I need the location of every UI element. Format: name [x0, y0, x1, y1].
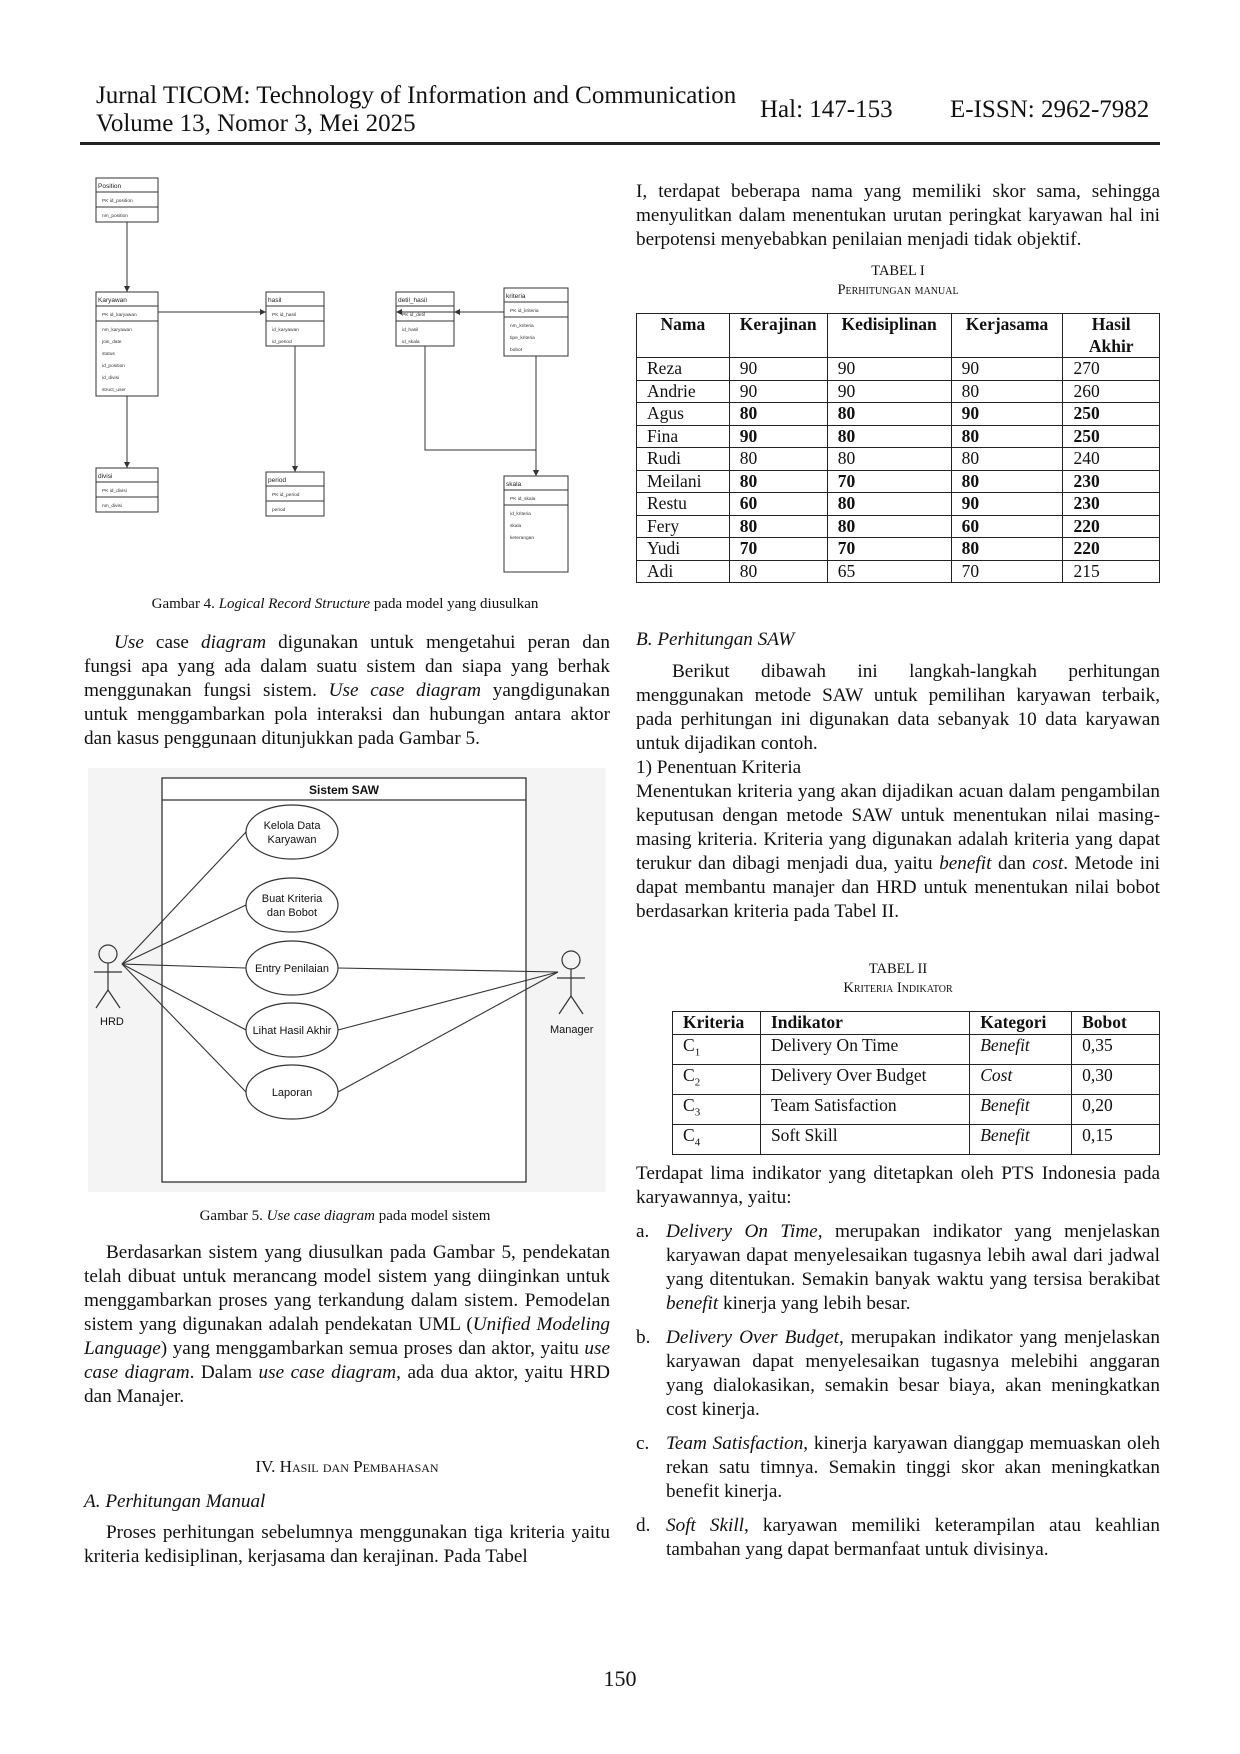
entity-field: skala [510, 524, 522, 529]
left-paragraph-manual [84, 1521, 610, 1569]
text: Terdapat lima indikator yang ditetapkan oleh PTS Indonesia pada karyawannya, yaitu: [636, 1163, 1160, 1208]
table2-row [673, 1124, 1160, 1154]
table1-cell: Rudi [637, 448, 730, 471]
table1-cell: 90 [951, 403, 1063, 426]
text-em: cost [1032, 853, 1064, 874]
entity-karyawan [96, 292, 158, 396]
table2-cell-bobot: 0,20 [1072, 1094, 1160, 1124]
list-item [636, 1514, 1160, 1562]
entity-name: kriteria [506, 293, 526, 300]
text: . Dalam [189, 1362, 259, 1383]
entity-field: nm_karyawan [102, 328, 132, 333]
kriteria-code: C [683, 1094, 695, 1115]
table1-cell: 215 [1063, 560, 1160, 583]
entity-field: PK id_kriteria [510, 309, 539, 314]
table1-cell: 70 [827, 470, 951, 493]
usecase-label: Entry Penilaian [255, 963, 329, 975]
table1-cell: 240 [1063, 448, 1160, 471]
usecase-label: dan Bobot [266, 907, 318, 919]
list-item [636, 1432, 1160, 1504]
kriteria-code: C [683, 1064, 695, 1085]
entity-kriteria [504, 288, 568, 356]
table1-row [637, 380, 1160, 403]
table2-header-cell: Kriteria [673, 1012, 761, 1035]
journal-title [96, 82, 736, 138]
table2-row [673, 1064, 1160, 1094]
table1-cell: 70 [827, 538, 951, 561]
usecase-label: Lihat Hasil Akhir [252, 1025, 332, 1037]
table1-cell: 80 [729, 448, 827, 471]
table2-header-cell: Bobot [1072, 1012, 1160, 1035]
table2-cell-kat: Benefit [970, 1034, 1072, 1064]
usecase-label: Kelola Data [263, 820, 321, 832]
entity-field: period [272, 508, 286, 513]
table1-caption [636, 262, 1160, 300]
entity-name: skala [506, 481, 522, 488]
table1-cell: 70 [729, 538, 827, 561]
list-text: kinerja yang lebih besar. [718, 1293, 911, 1314]
table1-cell: 60 [951, 515, 1063, 538]
journal-volume: Volume 13, Nomor 3, Mei 2025 [96, 110, 416, 137]
entity-field: bobot [510, 348, 523, 353]
table1-cell: 250 [1063, 425, 1160, 448]
table1-header-cell: Hasil Akhir [1063, 314, 1160, 358]
usecase-label: Buat Kriteria [261, 893, 323, 905]
table1-row [637, 358, 1160, 381]
text-em: use case diagram [84, 1338, 610, 1383]
figure-4-caption [80, 596, 610, 613]
figure-5-caption-prefix: Gambar 5. [199, 1208, 267, 1224]
table1-cell: 80 [827, 425, 951, 448]
table1-cell: 90 [951, 493, 1063, 516]
table1-cell: Yudi [637, 538, 730, 561]
table2-row [673, 1034, 1160, 1064]
entity-field: PK id_skala [510, 497, 536, 502]
subsection-b-heading: B. Perhitungan SAW [636, 629, 795, 650]
text-em: Use [114, 632, 144, 653]
actor-hrd-label: HRD [100, 1016, 124, 1028]
table2-cell-bobot: 0,15 [1072, 1124, 1160, 1154]
table1-cell: 260 [1063, 380, 1160, 403]
table2-header-cell: Kategori [970, 1012, 1072, 1035]
usecase-ellipse [246, 941, 338, 995]
figure-5-caption-suffix: pada model sistem [374, 1208, 491, 1224]
text: I, terdapat beberapa nama yang memiliki skor sama, sehingga menyulitkan dalam menentukan urutan peringkat karyawan hal ini berpotensi menyebabkan penilaian menjadi tidak objektif. [636, 181, 1160, 250]
list-item [636, 1326, 1160, 1422]
table1-cell: Meilani [637, 470, 730, 493]
table1-cell: 80 [729, 470, 827, 493]
page-number: 150 [603, 1666, 637, 1691]
table2-row [673, 1094, 1160, 1124]
list-item [636, 1220, 1160, 1316]
table2-cell-bobot: 0,35 [1072, 1034, 1160, 1064]
actor-manager-label: Manager [550, 1024, 594, 1036]
table1-cell: 90 [729, 358, 827, 381]
left-paragraph-uml [84, 1241, 610, 1409]
table1-cell: 80 [827, 515, 951, 538]
text: dan [991, 853, 1033, 874]
right-paragraph-continuation [636, 180, 1160, 252]
table1-label: TABEL I [871, 263, 925, 279]
table1-row [637, 538, 1160, 561]
entity-period [266, 472, 324, 516]
arrow-head [124, 462, 130, 468]
kriteria-index: 1 [694, 1046, 701, 1058]
table2-cell-ind: Delivery On Time [760, 1034, 969, 1064]
table2-cell-ind: Delivery Over Budget [760, 1064, 969, 1094]
entity-divisi [96, 468, 158, 512]
step-heading: 1) Penentuan Kriteria [636, 757, 802, 778]
table1-row [637, 470, 1160, 493]
entity-field: PK id_hasil [272, 313, 296, 318]
entity-field: id_kriteria [510, 512, 531, 517]
table1-title: Perhitungan manual [837, 282, 959, 298]
table2-criteria-indicator [672, 1011, 1160, 1155]
eissn: E-ISSN: 2962-7982 [950, 96, 1150, 123]
entity-field: id_hasil [402, 328, 419, 333]
table2-caption [636, 960, 1160, 998]
table1-header-row [637, 314, 1160, 358]
entity-name: Position [98, 183, 122, 190]
usecase-ellipse [246, 805, 338, 859]
figure-4-logical-record-structure [90, 172, 610, 580]
table1-row [637, 515, 1160, 538]
text: Berikut dibawah ini langkah-langkah perhitungan menggunakan metode SAW untuk pemilihan karyawan terbaik, pada perhitungan ini digunakan data sebanyak 10 data karyawan untuk dijadikan contoh. [636, 661, 1160, 754]
list-term: Team Satisfaction [666, 1433, 804, 1454]
list-label: c. [636, 1433, 650, 1454]
arrow-head [124, 286, 130, 292]
list-label: d. [636, 1515, 651, 1536]
text: digunakan untuk mengetahui peran dan fungsi apa yang ada dalam suatu sistem dan siapa yang berhak menggunakan fungsi sistem. [84, 632, 610, 701]
left-paragraph-usecase [84, 631, 610, 751]
entity-field: id_karyawan [272, 328, 299, 333]
table1-cell: 80 [827, 448, 951, 471]
table1-cell: 60 [729, 493, 827, 516]
table2-cell-kriteria [673, 1124, 761, 1154]
arrow-head [260, 309, 266, 315]
text-em: diagram [201, 632, 267, 653]
table1-cell: Fery [637, 515, 730, 538]
table1-cell: Agus [637, 403, 730, 426]
entity-field: PK id_detil [402, 313, 425, 318]
table2-cell-kat: Cost [970, 1064, 1072, 1094]
text: , ada dua aktor, yaitu HRD dan Manajer. [84, 1362, 611, 1407]
table1-cell: Reza [637, 358, 730, 381]
table1-cell: 80 [951, 380, 1063, 403]
table1-cell: 220 [1063, 515, 1160, 538]
table1-cell: 80 [729, 560, 827, 583]
table1-header-cell: Kerjasama [951, 314, 1063, 358]
text: yangdigunakan untuk menggambarkan pola interaksi dan hubungan antara aktor dan kasus penggunaan ditunjukkan pada Gambar 5. [84, 680, 610, 749]
table1-header-cell: Kerajinan [729, 314, 827, 358]
table2-cell-kat: Benefit [970, 1124, 1072, 1154]
table1-cell: 70 [951, 560, 1063, 583]
table1-cell: Restu [637, 493, 730, 516]
table1-manual-calculation [636, 313, 1160, 583]
entity-field: id_period [272, 340, 292, 345]
list-text: , merupakan indikator yang menjelaskan karyawan dapat menyelesaikan tugasnya melebihi anggaran yang dialokasikan, semakin besar biaya, akan meningkatkan cost kinerja. [666, 1327, 1160, 1420]
entity-name: divisi [98, 473, 113, 480]
text-em: benefit [939, 853, 992, 874]
text-em: use case diagram [258, 1362, 397, 1383]
entity-field: PK id_divisi [102, 489, 127, 494]
usecase-ellipse [246, 878, 338, 932]
table1-cell: 230 [1063, 470, 1160, 493]
figure-5-use-case-diagram [88, 768, 606, 1192]
list-term: Soft Skill [666, 1515, 744, 1536]
figure-4-caption-prefix: Gambar 4. [151, 596, 219, 612]
entity-field: tipe_kriteria [510, 336, 535, 341]
entity-field: id_skala [402, 340, 420, 345]
table1-row [637, 403, 1160, 426]
table1-cell: Fina [637, 425, 730, 448]
kriteria-index: 4 [694, 1136, 701, 1148]
table2-label: TABEL II [868, 961, 928, 977]
kriteria-code: C [683, 1034, 695, 1055]
table2-title: Kriteria Indikator [843, 980, 953, 996]
figure-5-caption-em: Use case diagram [266, 1208, 375, 1224]
table1-cell: 90 [729, 425, 827, 448]
page-range: Hal: 147-153 [760, 96, 893, 123]
arrow-head [292, 466, 298, 472]
kriteria-code: C [683, 1124, 695, 1145]
entity-field: status [102, 352, 115, 357]
table1-cell: 90 [827, 380, 951, 403]
figure-4-caption-suffix: pada model yang diusulkan [370, 596, 539, 612]
table1-row [637, 448, 1160, 471]
list-text: , karyawan memiliki keterampilan atau keahlian tambahan yang dapat bermanfaat untuk divisinya. [666, 1515, 1160, 1560]
kriteria-index: 2 [694, 1076, 701, 1088]
list-text: , kinerja karyawan dianggap memuaskan oleh rekan satu timnya. Semakin tinggi skor akan meningkatkan benefit kinerja. [666, 1433, 1160, 1502]
right-paragraph-saw [636, 660, 1160, 924]
header-rule [80, 142, 1160, 145]
list-term: Delivery On Time [666, 1221, 818, 1242]
table2-cell-kriteria [673, 1064, 761, 1094]
figure-4-caption-em: Logical Record Structure [218, 596, 371, 612]
list-term: benefit [666, 1293, 719, 1314]
table2-header-cell: Indikator [760, 1012, 969, 1035]
table1-cell: 80 [951, 538, 1063, 561]
system-title: Sistem SAW [308, 783, 380, 797]
table1-row [637, 560, 1160, 583]
entity-field: nm_kriteria [510, 324, 534, 329]
usecase-label: Laporan [271, 1087, 313, 1099]
list-text: , merupakan indikator yang menjelaskan karyawan dapat menyelesaikan tugasnya lebih awal dari jadwal yang ditentukan. Semakin banyak waktu yang tersisa berakibat [666, 1221, 1160, 1290]
relation-line [425, 346, 536, 476]
table1-cell: 90 [951, 358, 1063, 381]
table1-cell: 90 [729, 380, 827, 403]
table1-cell: 80 [729, 515, 827, 538]
journal-name: Jurnal TICOM: Technology of Information and Communication [96, 82, 737, 109]
list-label: b. [636, 1327, 651, 1348]
text: Proses perhitungan sebelumnya menggunakan tiga kriteria yaitu kriteria kedisiplinan, kerjasama dan kerajinan. Pada Tabel [84, 1522, 610, 1567]
table1-row [637, 425, 1160, 448]
text-em: Use case diagram [328, 680, 482, 701]
entity-skala [504, 476, 568, 572]
entity-field: id_position [102, 364, 125, 369]
table1-cell: 80 [951, 448, 1063, 471]
entity-field: nm_position [102, 214, 128, 219]
table1-cell: 80 [729, 403, 827, 426]
table1-cell: 270 [1063, 358, 1160, 381]
section-heading: IV. Hasil dan Pembahasan [255, 1457, 439, 1476]
entity-field: keterangan [510, 536, 535, 541]
subsection-a-heading: A. Perhitungan Manual [84, 1491, 266, 1512]
table1-row [637, 493, 1160, 516]
entity-name: detil_hasil [398, 297, 427, 304]
table2-cell-kriteria [673, 1034, 761, 1064]
arrow-head [454, 309, 460, 315]
entity-position [96, 178, 158, 222]
arrow-head [533, 470, 539, 476]
figure-5-caption [80, 1208, 610, 1225]
list-label: a. [636, 1221, 650, 1242]
entity-field: PK id_karyawan [102, 313, 137, 318]
entity-field: struct_user [102, 388, 126, 393]
table2-cell-ind: Soft Skill [760, 1124, 969, 1154]
table1-cell: Andrie [637, 380, 730, 403]
list-term: Delivery Over Budget [666, 1327, 839, 1348]
entity-hasil [266, 292, 324, 346]
text-em: Unified Modeling Language [84, 1314, 610, 1359]
table1-cell: 80 [827, 403, 951, 426]
table1-cell: 250 [1063, 403, 1160, 426]
text: Menentukan kriteria yang akan dijadikan acuan dalam pengambilan keputusan dengan metode SAW untuk menentukan nilai masing-masing kriteria. Kriteria yang digunakan adalah kriteria yang dapat terukur dan dibagi menjadi dua, yaitu [636, 781, 1160, 874]
entity-field: join_date [102, 340, 122, 345]
table2-cell-kat: Benefit [970, 1094, 1072, 1124]
entity-field: PK id_period [272, 493, 300, 498]
entity-name: period [268, 477, 287, 484]
table1-header-cell: Nama [637, 314, 730, 358]
entity-name: hasil [268, 297, 282, 304]
text: Berdasarkan sistem yang diusulkan pada Gambar 5, pendekatan telah dibuat untuk merancang model sistem yang diinginkan untuk menggambarkan proses yang terkandung dalam sistem. Pemodelan sistem yang digunakan adalah pendekatan UML ( [84, 1242, 610, 1335]
usecase-label: Karyawan [267, 834, 317, 846]
table2-cell-kriteria [673, 1094, 761, 1124]
usecase-ellipse [246, 1065, 338, 1119]
right-paragraph-indicators [636, 1162, 1160, 1562]
usecase-ellipse [246, 1003, 338, 1057]
text: case [143, 632, 202, 653]
entity-detil-hasil [396, 292, 454, 346]
table1-cell: Adi [637, 560, 730, 583]
table2-cell-bobot: 0,30 [1072, 1064, 1160, 1094]
entity-name: Karyawan [98, 297, 127, 304]
table1-cell: 65 [827, 560, 951, 583]
text: . Metode ini dapat membantu manajer dan HRD untuk menentukan nilai bobot berdasarkan kriteria pada Tabel II. [636, 853, 1160, 922]
entity-field: id_divisi [102, 376, 120, 381]
table1-cell: 230 [1063, 493, 1160, 516]
table1-header-cell: Kedisiplinan [827, 314, 951, 358]
table1-cell: 80 [951, 425, 1063, 448]
kriteria-index: 3 [694, 1106, 701, 1118]
entity-field: nm_divisi [102, 504, 122, 509]
indicator-list [636, 1220, 1160, 1562]
table2-cell-ind: Team Satisfaction [760, 1094, 969, 1124]
table1-cell: 220 [1063, 538, 1160, 561]
entity-field: PK id_position [102, 199, 133, 204]
text: ) yang menggambarkan semua proses dan aktor, yaitu [160, 1338, 585, 1359]
table1-cell: 80 [951, 470, 1063, 493]
table2-header-row [673, 1012, 1160, 1035]
table1-cell: 80 [827, 493, 951, 516]
table1-cell: 90 [827, 358, 951, 381]
